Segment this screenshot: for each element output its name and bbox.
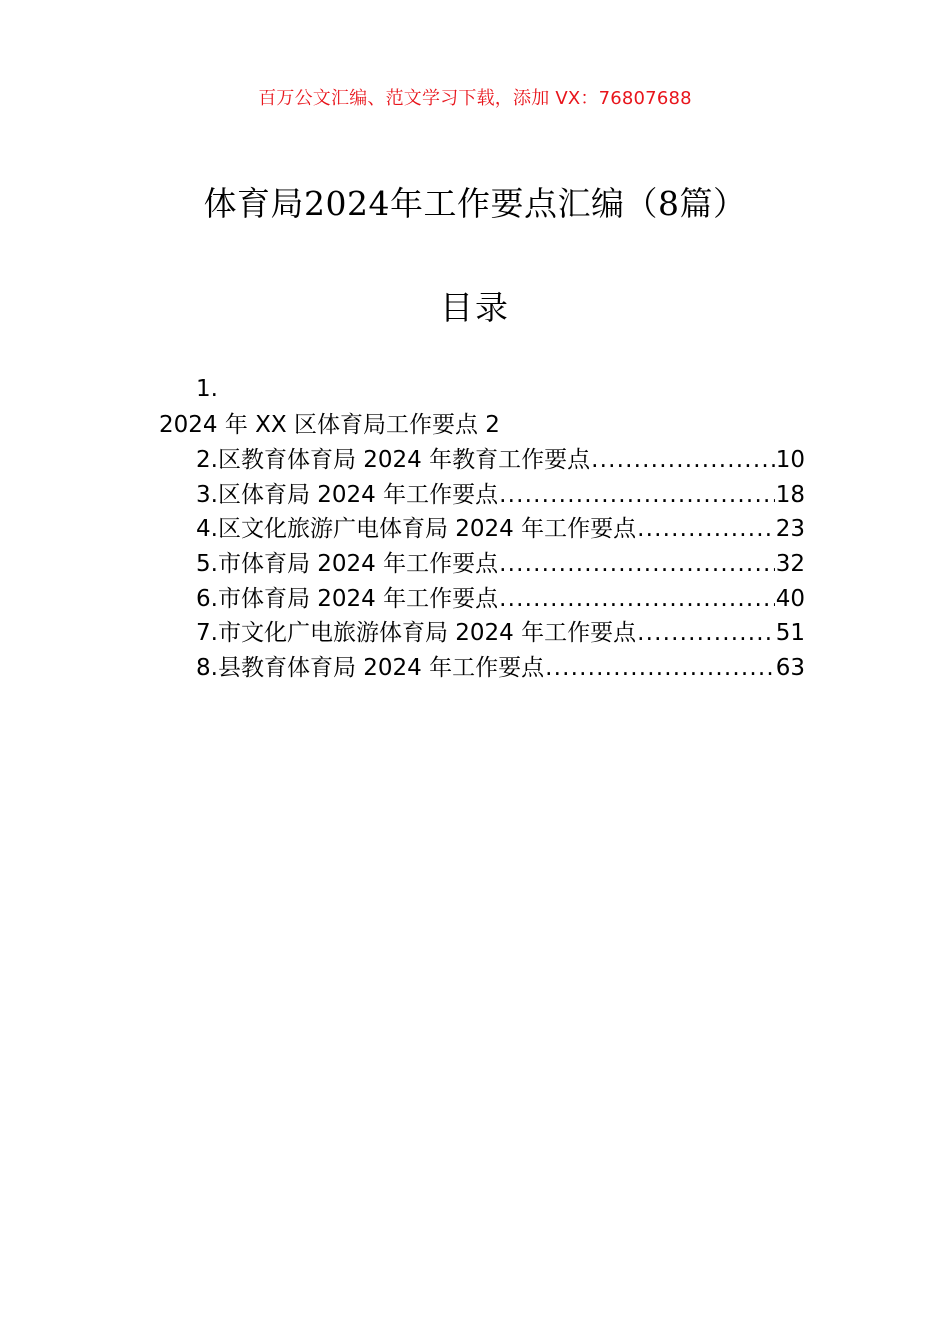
toc-entry-page: 10 bbox=[775, 447, 805, 473]
toc-dot-leader bbox=[637, 512, 775, 547]
toc-entry[interactable] bbox=[196, 478, 805, 513]
toc-list bbox=[196, 443, 805, 686]
toc-entry-label: 8.县教育体育局 2024 年工作要点 bbox=[196, 655, 545, 682]
toc-entry-1-number[interactable]: 1. bbox=[196, 376, 218, 402]
toc-dot-leader bbox=[637, 616, 775, 651]
toc-entry-1-text[interactable]: 2024 年 XX 区体育局工作要点 2 bbox=[159, 412, 500, 438]
toc-entry[interactable] bbox=[196, 616, 805, 651]
toc-entry[interactable] bbox=[196, 582, 805, 617]
toc-entry-label: 6.市体育局 2024 年工作要点 bbox=[196, 585, 499, 612]
toc-entry-label: 4.区文化旅游广电体育局 2024 年工作要点 bbox=[196, 516, 637, 543]
toc-entry-page: 32 bbox=[775, 551, 805, 578]
toc-entry-page: 18 bbox=[775, 481, 805, 508]
toc-entry-page: 63 bbox=[775, 655, 805, 682]
toc-entry[interactable] bbox=[196, 651, 805, 686]
toc-entry-label: 3.区体育局 2024 年工作要点 bbox=[196, 481, 499, 508]
title-middle: 年工作要点汇编（ bbox=[389, 184, 658, 223]
title-year: 2024 bbox=[304, 184, 390, 223]
toc-entry-page: 51 bbox=[775, 620, 805, 647]
toc-entry[interactable] bbox=[196, 512, 805, 547]
toc-heading: 目录 bbox=[440, 288, 510, 327]
header-note: 百万公文汇编、范文学习下载，添加 VX：76807688 bbox=[258, 88, 692, 109]
toc-dot-leader bbox=[499, 547, 775, 582]
toc-entry-label: 5.市体育局 2024 年工作要点 bbox=[196, 551, 499, 578]
toc-entry-page: 23 bbox=[775, 516, 805, 543]
toc-dot-leader bbox=[499, 478, 775, 513]
toc-dot-leader bbox=[545, 651, 775, 686]
toc-entry-page: 40 bbox=[775, 585, 805, 612]
title-count: 8 bbox=[657, 184, 680, 223]
toc-entry-label: 7.市文化广电旅游体育局 2024 年工作要点 bbox=[196, 620, 637, 647]
title-suffix: 篇） bbox=[679, 184, 747, 223]
toc-entry-label: 2.区教育体育局 2024 年教育工作要点 bbox=[196, 447, 591, 473]
toc-entry[interactable] bbox=[196, 443, 805, 478]
document-title bbox=[0, 178, 950, 225]
title-prefix: 体育局 bbox=[203, 184, 304, 223]
toc-dot-leader bbox=[499, 582, 775, 617]
toc-entry[interactable] bbox=[196, 547, 805, 582]
toc-dot-leader bbox=[591, 443, 775, 478]
